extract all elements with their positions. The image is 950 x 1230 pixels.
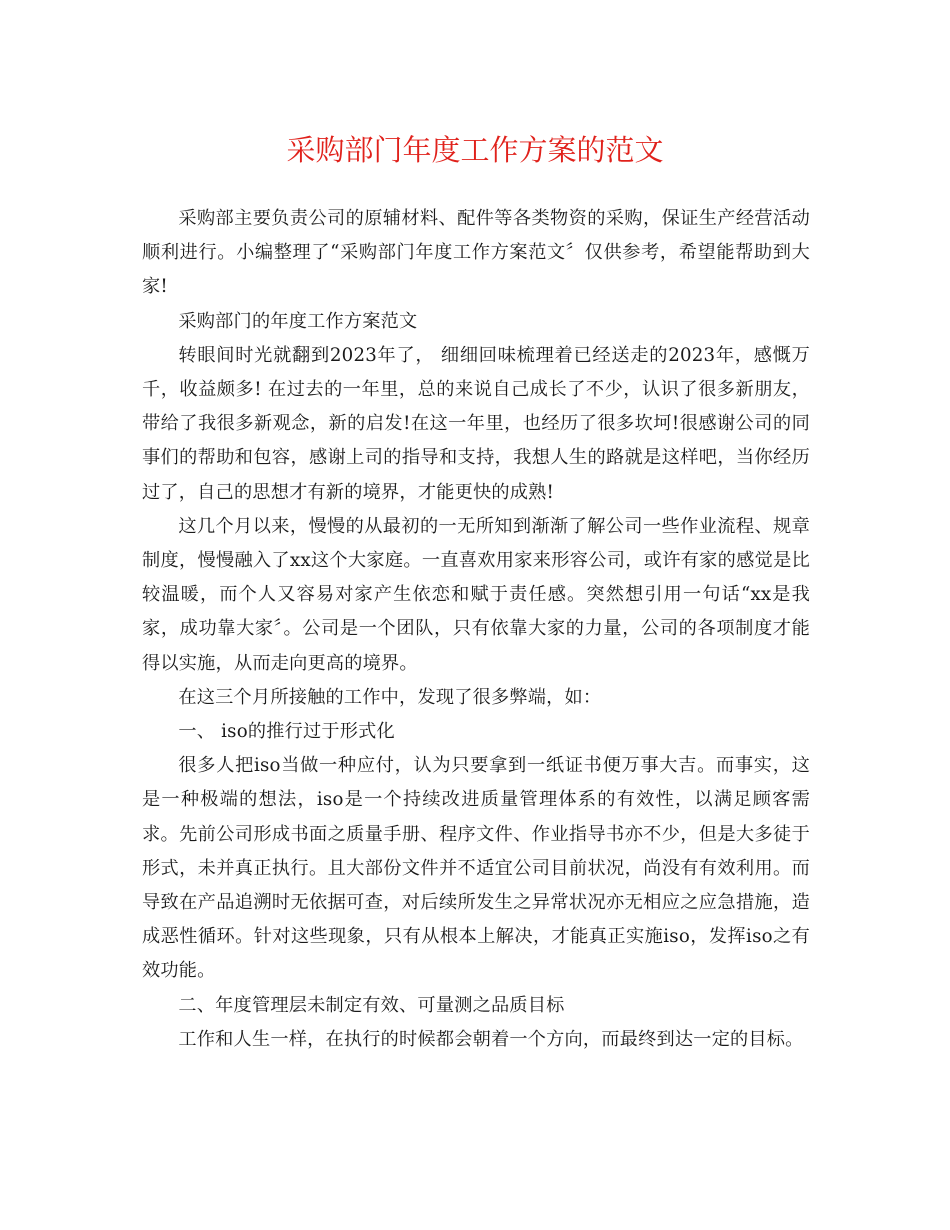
document-title: 采购部门年度工作方案的范文 <box>286 133 664 167</box>
reflection-paragraph: 转眼间时光就翻到2023年了， 细细回味梳理着已经送走的2023年，感慨万千，收益颇多! 在过去的一年里，总的来说自己成长了不少，认识了很多新朋友，带给了我很多新观念，新的启发!在这一年里，也经历了很多坎坷!很感谢公司的同事们的帮助和包容，感谢上司的指导和支持，我想人生的路就是这样吧，当你经历过了，自己的思想才有新的境界，才能更快的成熟! <box>142 344 810 503</box>
subtitle-paragraph: 采购部门的年度工作方案范文 <box>178 310 418 332</box>
issues-intro-paragraph: 在这三个月所接触的工作中，发现了很多弊端，如： <box>178 686 602 708</box>
section-heading-1: 一、 iso的推行过于形式化 <box>178 721 395 743</box>
section-heading-2: 二、年度管理层未制定有效、可量测之品质目标 <box>178 994 565 1016</box>
company-paragraph: 这几个月以来，慢慢的从最初的一无所知到渐渐了解公司一些作业流程、规章制度，慢慢融入了xx这个大家庭。一直喜欢用家来形容公司，或许有家的感觉是比较温暖，而个人又容易对家产生依恋和赋于责任感。突然想引用一句话“xx是我家，成功靠大家〞。公司是一个团队，只有依靠大家的力量，公司的各项制度才能得以实施，从而走向更高的境界。 <box>142 515 810 674</box>
intro-paragraph: 采购部主要负责公司的原辅材料、配件等各类物资的采购，保证生产经营活动顺利进行。小编整理了“采购部门年度工作方案范文〞仅供参考，希望能帮助到大家! <box>142 208 810 298</box>
document-body <box>142 202 810 1057</box>
goal-paragraph: 工作和人生一样，在执行的时候都会朝着一个方向，而最终到达一定的目标。 <box>178 1028 804 1050</box>
iso-paragraph: 很多人把iso当做一种应付，认为只要拿到一纸证书便万事大吉。而事实，这是一种极端的想法，iso是一个持续改进质量管理体系的有效性，以满足顾客需求。先前公司形成书面之质量手册、程序文件、作业指导书亦不少，但是大多徒于形式，未并真正执行。且大部份文件并不适宜公司目前状况，尚没有有效利用。而导致在产品追溯时无依据可查，对后续所发生之异常状况亦无相应之应急措施，造成恶性循环。针对这些现象，只有从根本上解决，才能真正实施iso，发挥iso之有效功能。 <box>142 755 810 982</box>
